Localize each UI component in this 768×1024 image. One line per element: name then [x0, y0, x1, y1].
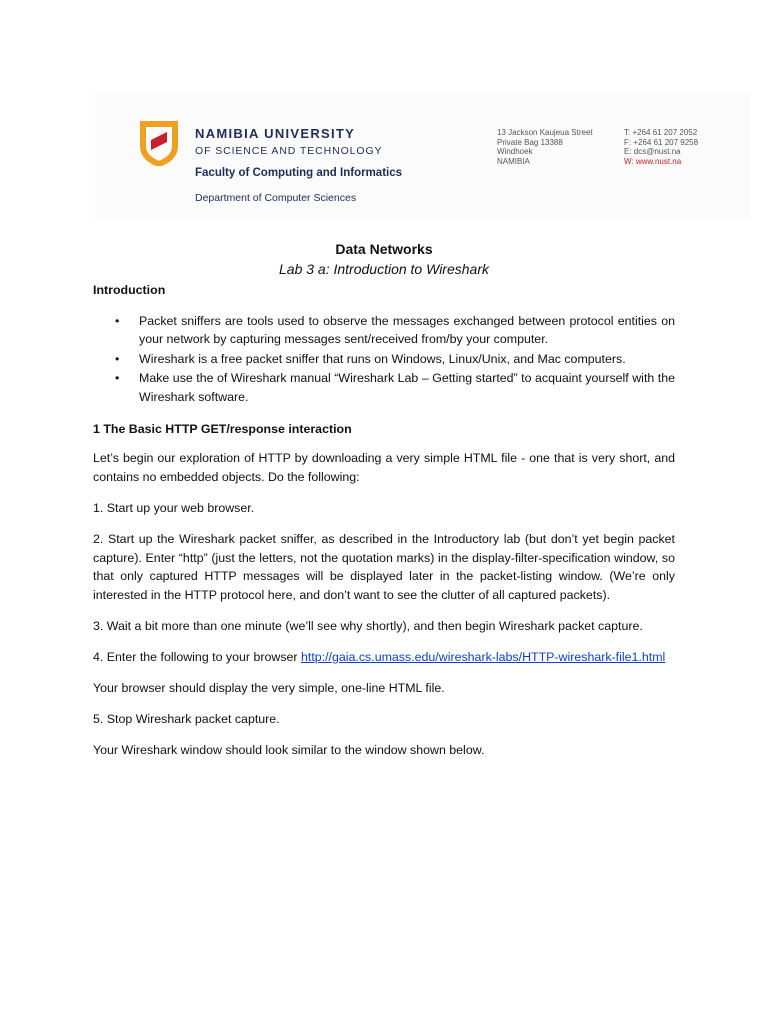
- step-2: 2. Start up the Wireshark packet sniffer, as described in the Introductory lab (but don’t yet begin packet capture). Enter “http” (just the letters, not the quotation marks) in the display-filter-specification window, so that only captured HTTP messages will be displayed later in the packet-listing window. (We’re only interested in the HTTP protocol here, and don’t want to see the clutter of all captured packets).: [93, 531, 675, 602]
- step-5: 5. Stop Wireshark packet capture.: [93, 712, 280, 727]
- department-name: Department of Computer Sciences: [195, 192, 357, 204]
- bullet-item: • Packet sniffers are tools used to observe the messages exchanged between protocol entities on your network by capturing messages sent/received from/by your computer.: [93, 312, 675, 349]
- contact-fax: F: +264 61 207 9258: [624, 137, 699, 147]
- intro-bullet-list: [93, 312, 675, 407]
- step-3: 3. Wait a bit more than one minute (we’ll see why shortly), and then begin Wireshark packet capture.: [93, 618, 643, 633]
- address-line: NAMIBIA: [497, 156, 530, 166]
- contact-website: W: www.nust.na: [624, 156, 682, 166]
- intro-heading: Introduction: [93, 283, 166, 297]
- contact-block: [624, 128, 698, 166]
- contact-email: E: dcs@nust.na: [624, 147, 681, 156]
- step-1: 1. Start up your web browser.: [93, 500, 255, 515]
- paragraph-window: Your Wireshark window should look similar to the window shown below.: [93, 743, 485, 758]
- section-heading: 1 The Basic HTTP GET/response interaction: [93, 421, 352, 436]
- nust-logo-icon: [136, 120, 182, 166]
- document-body: [93, 281, 675, 772]
- faculty-name: Faculty of Computing and Informatics: [195, 167, 403, 179]
- wireshark-file-link[interactable]: http://gaia.cs.umass.edu/wireshark-labs/HTTP-wireshark-file1.html: [301, 649, 666, 664]
- university-name: NAMIBIA UNIVERSITY: [195, 126, 356, 141]
- step-4: [93, 648, 675, 667]
- address-block: [497, 128, 593, 166]
- contact-phone: T: +264 61 207 2052: [624, 128, 698, 137]
- bullet-item: • Wireshark is a free packet sniffer that runs on Windows, Linux/Unix, and Mac computers.: [93, 350, 675, 369]
- paragraph-display: Your browser should display the very simple, one-line HTML file.: [93, 681, 445, 695]
- university-subtitle: OF SCIENCE AND TECHNOLOGY: [195, 145, 383, 157]
- address-line: Windhoek: [497, 147, 533, 156]
- document-title: Data Networks: [335, 241, 433, 257]
- document-subtitle: Lab 3 a: Introduction to Wireshark: [279, 261, 489, 277]
- address-line: 13 Jackson Kaujeua Street: [497, 128, 593, 137]
- bullet-item: • Make use the of Wireshark manual “Wireshark Lab – Getting started” to acquaint yourself with the Wireshark software.: [93, 369, 675, 406]
- address-line: Private Bag 13388: [497, 137, 563, 147]
- step-4-text: 4. Enter the following to your browser: [93, 649, 301, 664]
- paragraph-intro: Let’s begin our exploration of HTTP by downloading a very simple HTML file - one that is very short, and contains no embedded objects. Do the following:: [93, 451, 675, 484]
